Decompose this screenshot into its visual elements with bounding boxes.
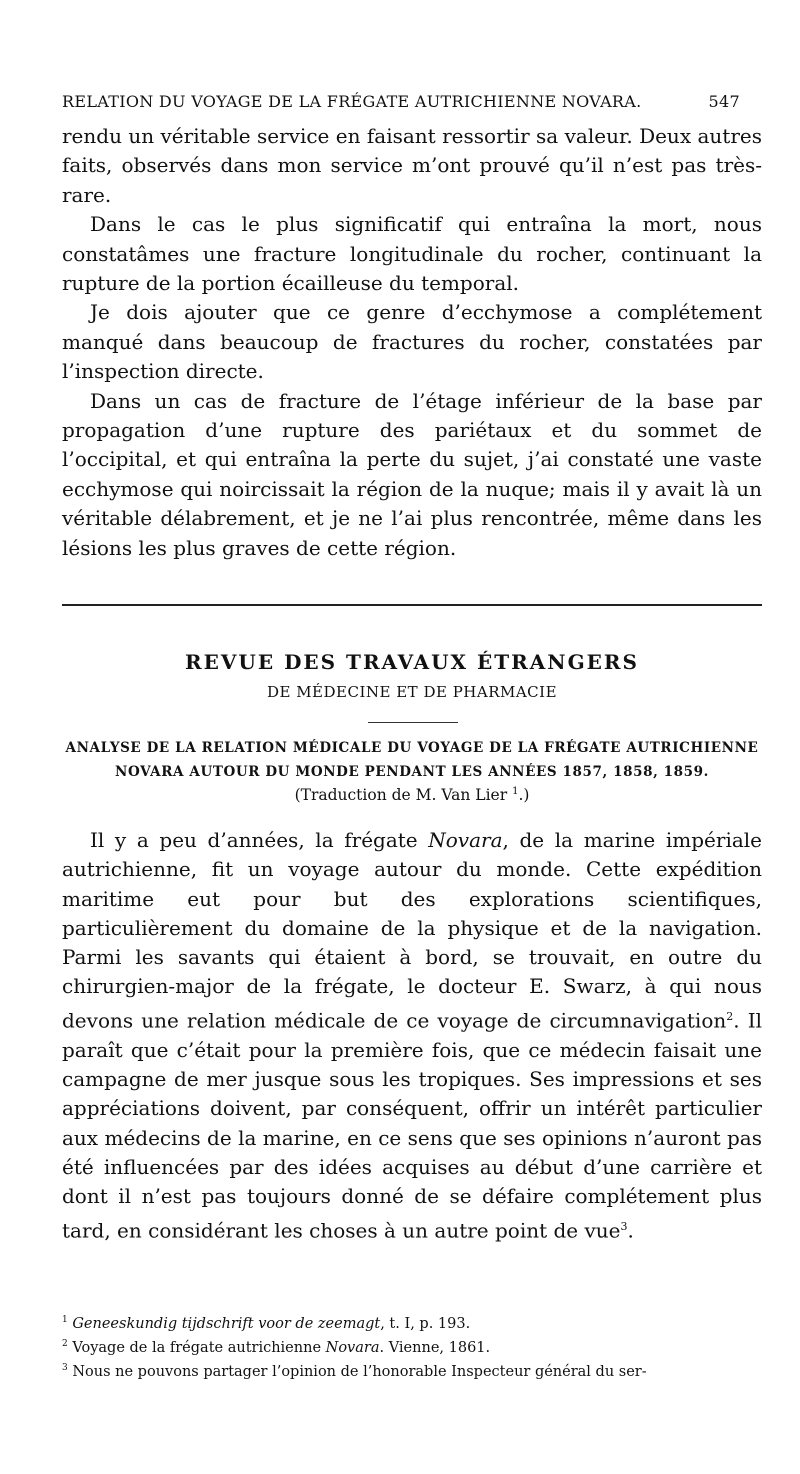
article-heading-line-1: ANALYSE DE LA RELATION MÉDICALE DU VOYAGE DE LA FRÉGATE AUTRICHIENNE [65, 740, 759, 756]
section-subtitle: DE MÉDECINE ET DE PHARMACIE [266, 683, 558, 701]
footnote-ref-2: 2 [726, 1009, 734, 1023]
footnote-2 [62, 1334, 762, 1358]
article-paragraph [62, 826, 762, 1245]
article-text-1: Il y a peu d’années, la frégate [90, 828, 429, 852]
running-header [62, 92, 740, 114]
footnote-2-mark: 2 [62, 1338, 68, 1349]
translation-close: .) [518, 786, 530, 805]
article-text-2: , de la marine impériale autrichienne, fit un voyage autour du monde. Cette expédition maritime eut pour but des explorations scientifiques, particulièrement du domaine de la physique et de la navigation. Parmi les savants qui étaient à bord, se trouvait, en outre du chirurgien-major de la frégate, le docteur E. Swarz, à qui nous devons une relation médicale de ce voyage de circumnavigation [62, 828, 762, 1033]
footnote-3-text: Nous ne pouvons partager l’opinion de l’honorable Inspecteur général du ser- [72, 1363, 647, 1380]
short-divider [368, 722, 458, 723]
article-text-4: . [627, 1218, 634, 1243]
footnote-ref-1: 1 [512, 786, 519, 797]
paragraph-4: Dans un cas de fracture de l’étage inférieur de la base par propagation d’une rupture des pariétaux et du sommet de l’occipital, et qui entraîna la perte du sujet, j’ai constaté une vaste ecchymose qui noircissait la région de la nuque; mais il y avait là un véritable délabrement, et je ne l’ai plus rencontrée, même dans les lésions les plus graves de cette région. [62, 388, 762, 560]
paragraph-3: Je dois ajouter que ce genre d’ecchymose a complétement manqué dans beaucoup de fractures du rocher, constatées par l’inspection directe. [62, 300, 762, 384]
footnote-3-mark: 3 [62, 1362, 68, 1373]
article-heading [62, 736, 762, 784]
footnote-1-mark: 1 [62, 1315, 68, 1325]
paragraph-2: Dans le cas le plus significatif qui entraîna la mort, nous constatâmes une fracture longitudinale du rocher, continuant la rupture de la portion écailleuse du temporal. [62, 212, 762, 296]
footnote-2-prefix: Voyage de la frégate autrichienne [72, 1339, 326, 1356]
body-text-top [62, 122, 762, 563]
paragraph-1: rendu un véritable service en faisant ressortir sa valeur. Deux autres faits, observés dans mon service m’ont prouvé qu’il n’est pas très-rare. [62, 124, 762, 207]
footnote-1 [62, 1310, 762, 1334]
header-title: RELATION DU VOYAGE DE LA FRÉGATE AUTRICHIENNE NOVARA. [62, 92, 642, 111]
footnote-1-title: Geneeskundig tijdschrift voor de zeemagt [72, 1315, 381, 1332]
translation-credit [62, 786, 762, 804]
footnote-1-text: , t. I, p. 193. [380, 1315, 471, 1332]
article-body [62, 826, 762, 1245]
section-divider [62, 604, 762, 606]
footnote-ref-3: 3 [620, 1219, 628, 1233]
footnote-2-text: . Vienne, 1861. [379, 1339, 491, 1356]
ship-name: Novara [428, 828, 503, 852]
translation-text: (Traduction de M. Van Lier [294, 786, 508, 805]
footnotes [62, 1310, 762, 1381]
footnote-3 [62, 1358, 762, 1382]
footnote-2-title: Novara [325, 1339, 380, 1356]
article-text-3: . Il paraît que c’était pour la première fois, que ce médecin faisait une campagne de mer jusque sous les tropiques. Ses impressions et ses appréciations doivent, par conséquent, offrir un intérêt particulier aux médecins de la marine, en ce sens que ses opinions n’auront pas été influencées par des idées acquises au début d’une carrière et dont il n’est pas toujours donné de se défaire complétement plus tard, en considérant les choses à un autre point de vue [62, 1008, 763, 1243]
section-title: REVUE DES TRAVAUX ÉTRANGERS [185, 650, 639, 674]
page-number: 547 [708, 92, 740, 111]
article-heading-line-2: NOVARA AUTOUR DU MONDE PENDANT LES ANNÉES 1857, 1858, 1859. [115, 764, 709, 780]
